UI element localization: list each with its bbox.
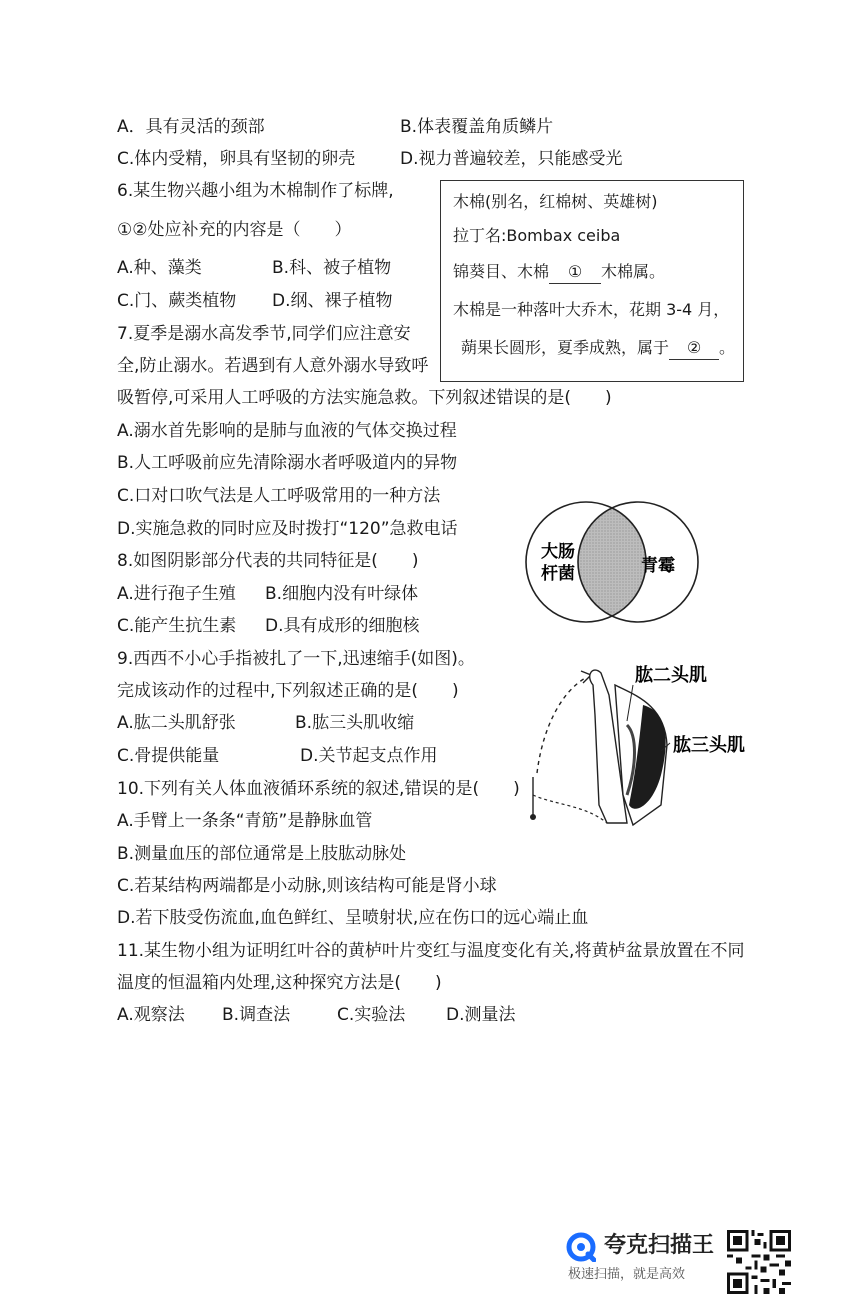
card-blank-1: ① [549, 261, 601, 284]
venn-label-right: 青霉 [641, 556, 675, 576]
watermark-brand: 夸克扫描王 [604, 1233, 715, 1258]
pin-tip-icon [530, 814, 536, 820]
q7-stem-line1: 7.夏季是溺水高发季节,同学们应注意安 [117, 324, 411, 344]
card-fruit-prefix: 蒴果长圆形，夏季成熟，属于 [461, 338, 670, 357]
watermark-slogan: 极速扫描，就是高效 [568, 1267, 686, 1282]
q11-option-c: C.实验法 [337, 1005, 406, 1025]
card-line-name: 木棉(别名，红棉树、英雄树) [453, 192, 658, 211]
venn-label-left-2: 杆菌 [541, 564, 575, 584]
q6-option-d: D.纲、裸子植物 [272, 291, 393, 311]
reflex-path-dashed [533, 795, 607, 823]
q7-stem-line3: 吸暂停,可采用人工呼吸的方法实施急救。下列叙述错误的是( ) [117, 388, 612, 408]
label-triceps: 肱三头肌 [673, 735, 745, 756]
q7-option-b: B.人工呼吸前应先清除溺水者呼吸道内的异物 [117, 453, 458, 473]
q5-option-d: D.视力普遍较差，只能感受光 [400, 149, 623, 169]
q11-option-a: A.观察法 [117, 1005, 185, 1025]
q9-option-b: B.肱三头肌收缩 [295, 713, 415, 733]
q10-option-d: D.若下肢受伤流血,血色鲜红、呈喷射状,应在伤口的远心端止血 [117, 908, 589, 928]
q9-stem-line2: 完成该动作的过程中,下列叙述正确的是( ) [117, 681, 459, 701]
quark-logo-icon [566, 1232, 596, 1262]
q5-option-b: B.体表覆盖角质鳞片 [400, 117, 554, 137]
q9-option-a: A.肱二头肌舒张 [117, 713, 236, 733]
q8-option-a: A.进行孢子生殖 [117, 584, 236, 604]
q6-option-a: A.种、藻类 [117, 258, 202, 278]
venn-label-left-1: 大肠 [541, 542, 575, 562]
q9-option-d: D.关节起支点作用 [300, 746, 438, 766]
q7-option-d: D.实施急救的同时应及时拨打“120”急救电话 [117, 519, 458, 539]
q10-option-c: C.若某结构两端都是小动脉,则该结构可能是肾小球 [117, 876, 497, 896]
card-blank-2: ② [669, 337, 719, 360]
card-line-taxonomy [453, 261, 665, 284]
q10-stem: 10.下列有关人体血液循环系统的叙述,错误的是( ) [117, 779, 520, 799]
venn-diagram [520, 494, 700, 630]
q8-stem: 8.如图阴影部分代表的共同特征是( ) [117, 551, 419, 571]
q11-option-d: D.测量法 [446, 1005, 516, 1025]
arm-muscle-figure [515, 655, 745, 835]
q6-stem-line1: 6.某生物兴趣小组为木棉制作了标牌, [117, 181, 394, 201]
q8-option-b: B.细胞内没有叶绿体 [265, 584, 419, 604]
q10-option-a: A.手臂上一条条“青筋”是静脉血管 [117, 811, 373, 831]
q10-option-b: B.测量血压的部位通常是上肢肱动脉处 [117, 844, 407, 864]
q8-option-d: D.具有成形的细胞核 [265, 616, 420, 636]
q9-option-c: C.骨提供能量 [117, 746, 220, 766]
q5-option-a: A．具有灵活的颈部 [117, 117, 265, 137]
q11-stem-line2: 温度的恒温箱内处理,这种探究方法是( ) [117, 973, 442, 993]
card-line-fruit [461, 337, 735, 360]
q7-option-c: C.口对口吹气法是人工呼吸常用的一种方法 [117, 486, 441, 506]
q5-option-c: C.体内受精，卵具有坚韧的卵壳 [117, 149, 356, 169]
scanner-watermark [566, 1228, 726, 1288]
q6-stem-line2: ①②处应补充的内容是（ ） [117, 220, 352, 240]
q6-option-b: B.科、被子植物 [272, 258, 392, 278]
card-fruit-suffix: 。 [719, 338, 736, 357]
q11-stem-line1: 11.某生物小组为证明红叶谷的黄栌叶片变红与温度变化有关,将黄栌盆景放置在不同 [117, 941, 745, 961]
q7-option-a: A.溺水首先影响的是肺与血液的气体交换过程 [117, 421, 457, 441]
q11-option-b: B.调查法 [222, 1005, 291, 1025]
qr-code-icon [727, 1230, 791, 1294]
label-biceps: 肱二头肌 [635, 665, 707, 686]
q7-stem-line2: 全,防止溺水。若遇到有人意外溺水导致呼 [117, 356, 429, 376]
card-taxonomy-suffix: 木棉属。 [601, 262, 666, 281]
card-taxonomy-prefix: 锦葵目、木棉 [453, 262, 550, 281]
card-line-latin: 拉丁名:Bombax ceiba [453, 226, 621, 245]
q8-option-c: C.能产生抗生素 [117, 616, 237, 636]
q6-option-c: C.门、蕨类植物 [117, 291, 237, 311]
q9-stem-line1: 9.西西不小心手指被扎了一下,迅速缩手(如图)。 [117, 649, 475, 669]
plant-label-card [440, 180, 744, 382]
withdraw-motion-arrow [537, 677, 587, 773]
card-line-description: 木棉是一种落叶大乔木，花期 3-4 月， [453, 300, 730, 319]
